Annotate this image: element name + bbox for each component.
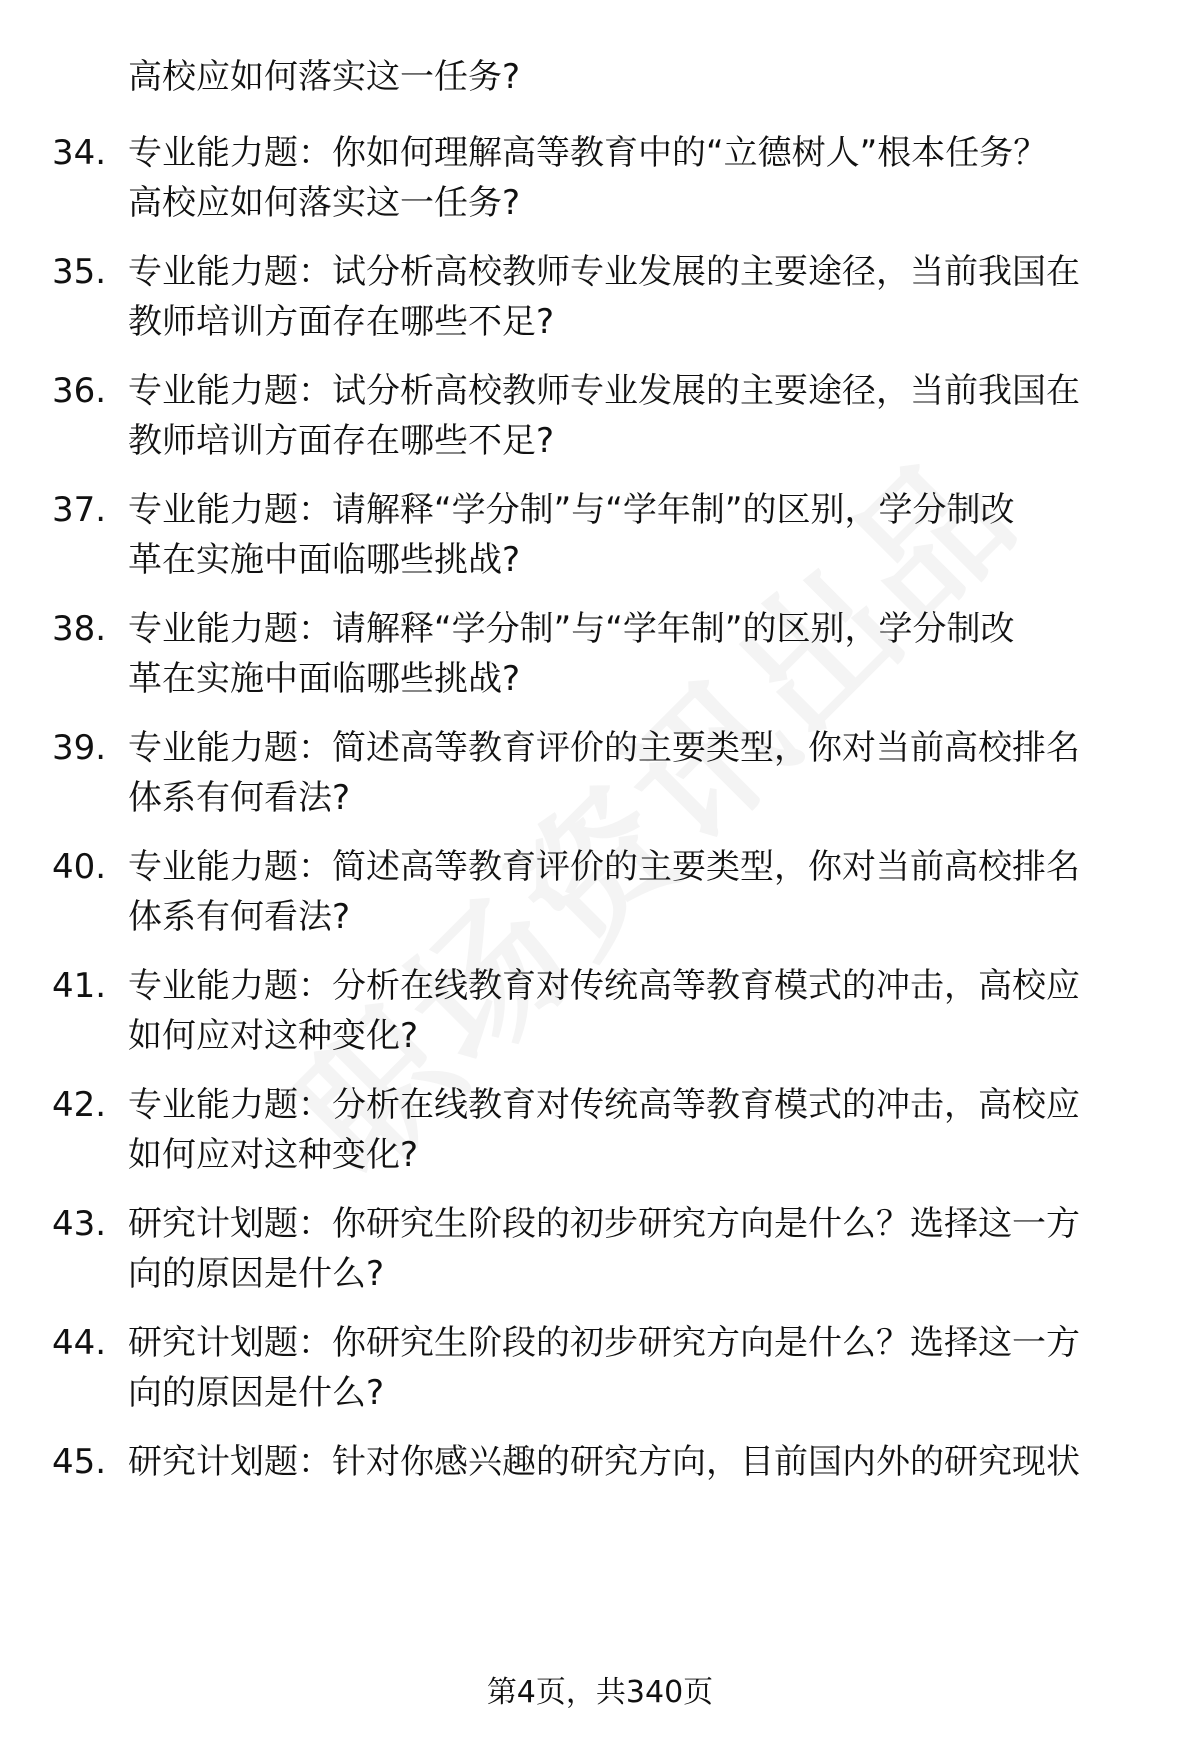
- question-line: 如何应对这种变化?: [128, 1016, 419, 1056]
- question-lines: [128, 1437, 1152, 1487]
- question-line: 专业能力题：试分析高校教师专业发展的主要途径，当前我国在: [128, 371, 1080, 411]
- question-number: 35.: [52, 252, 107, 292]
- question-line: 体系有何看法?: [128, 778, 351, 818]
- question-lines: [128, 1080, 1152, 1180]
- question-lines: [128, 485, 1152, 585]
- question-line: 专业能力题：你如何理解高等教育中的“立德树人”根本任务？: [128, 133, 1048, 173]
- question-line: 专业能力题：请解释“学分制”与“学年制”的区别，学分制改: [128, 490, 1015, 530]
- question-line: 研究计划题：针对你感兴趣的研究方向，目前国内外的研究现状: [128, 1442, 1080, 1482]
- question-number: 38.: [52, 609, 107, 649]
- question-number: 34.: [52, 133, 107, 173]
- question-line: 研究计划题：你研究生阶段的初步研究方向是什么？选择这一方: [128, 1323, 1080, 1363]
- question-line: 高校应如何落实这一任务?: [128, 183, 521, 223]
- question-lines: [128, 52, 1152, 102]
- question-lines: [128, 723, 1152, 823]
- question-lines: [128, 961, 1152, 1061]
- question-number: 42.: [52, 1085, 107, 1125]
- question-line: 向的原因是什么?: [128, 1254, 385, 1294]
- question-lines: [128, 128, 1152, 228]
- question-lines: [128, 1199, 1152, 1299]
- question-line: 专业能力题：试分析高校教师专业发展的主要途径，当前我国在: [128, 252, 1080, 292]
- question-lines: [128, 604, 1152, 704]
- question-lines: [128, 1318, 1152, 1418]
- question-line: 革在实施中面临哪些挑战?: [128, 659, 521, 699]
- question-number: 39.: [52, 728, 107, 768]
- question-number: 36.: [52, 371, 107, 411]
- question-line: 向的原因是什么?: [128, 1373, 385, 1413]
- question-lines: [128, 366, 1152, 466]
- question-line: 教师培训方面存在哪些不足?: [128, 302, 555, 342]
- question-number: 37.: [52, 490, 107, 530]
- question-number: 40.: [52, 847, 107, 887]
- question-line: 专业能力题：分析在线教育对传统高等教育模式的冲击，高校应: [128, 1085, 1080, 1125]
- question-lines: [128, 247, 1152, 347]
- question-line: 革在实施中面临哪些挑战?: [128, 540, 521, 580]
- question-number: 44.: [52, 1323, 107, 1363]
- question-number: 41.: [52, 966, 107, 1006]
- question-line: 教师培训方面存在哪些不足?: [128, 421, 555, 461]
- question-line: 专业能力题：简述高等教育评价的主要类型，你对当前高校排名: [128, 847, 1080, 887]
- question-line: 如何应对这种变化?: [128, 1135, 419, 1175]
- question-number: 45.: [52, 1442, 107, 1482]
- question-line: 专业能力题：分析在线教育对传统高等教育模式的冲击，高校应: [128, 966, 1080, 1006]
- question-line: 专业能力题：简述高等教育评价的主要类型，你对当前高校排名: [128, 728, 1080, 768]
- question-line: 研究计划题：你研究生阶段的初步研究方向是什么？选择这一方: [128, 1204, 1080, 1244]
- question-line: 体系有何看法?: [128, 897, 351, 937]
- page-number-footer: 第4页，共340页: [486, 1675, 714, 1710]
- question-line: 高校应如何落实这一任务?: [128, 57, 521, 97]
- question-number: 43.: [52, 1204, 107, 1244]
- question-lines: [128, 842, 1152, 942]
- question-line: 专业能力题：请解释“学分制”与“学年制”的区别，学分制改: [128, 609, 1015, 649]
